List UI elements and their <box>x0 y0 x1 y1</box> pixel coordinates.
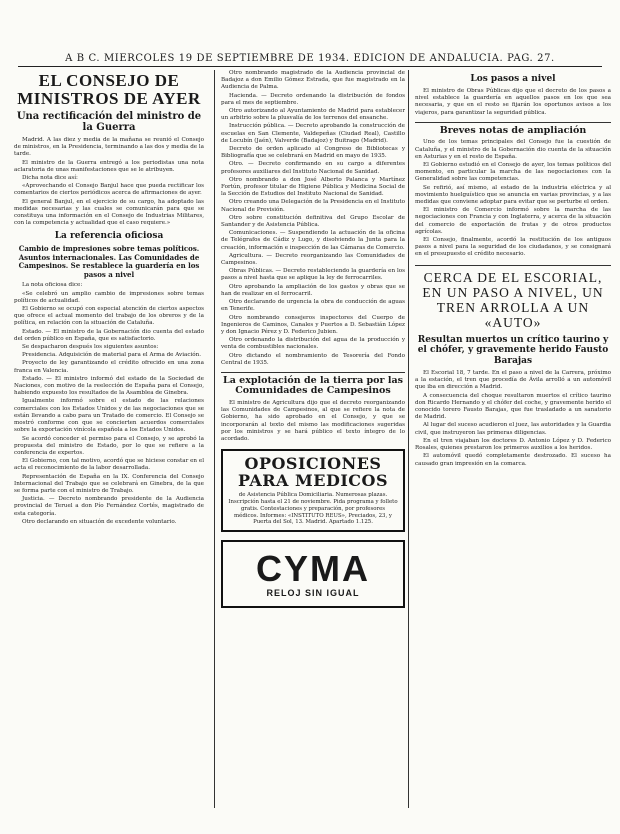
paragraph: Representación de España en la IX. Conferencia del Consejo Internacional del Trabajo que se celebrará en Ginebra, de la que se forma parte con el ministro de Trabajo. <box>14 473 204 494</box>
paragraph: El ministro de la Guerra entregó a los periodistas una nota aclaratoria de unas manifestaciones que se le atribuyen. <box>14 159 204 173</box>
column-2 <box>214 70 405 808</box>
paragraph: Agricultura. — Decreto reorganizando las Comunidades de Campesinos. <box>221 252 405 267</box>
paragraph: Justicia. — Decreto nombrando presidente de la Audiencia provincial de Teruel a don Pío Fernández Cortés, magistrado de esta categoría. <box>14 496 204 517</box>
paragraph: Dicha nota dice así: <box>22 175 78 182</box>
headline-escorial: CERCA DE EL ESCORIAL, EN UN PASO A NIVEL, UN TREN ARROLLA A UN «AUTO» <box>415 265 611 330</box>
paragraph: El Gobierno, con tal motivo, acordó que se hiciese constar en el acta el reconocimiento de la labor desarrollada. <box>14 458 204 472</box>
paragraph: Otro ordenando la distribución del agua de la producción y venta de combustibles nacionales. <box>221 337 405 351</box>
paragraph: A consecuencia del choque resultaron muertos el crítico taurino don Ricardo Hernando y el chófer del coche, y gravemente herido el conocido torero Fausto Barajas, que fue trasladado a un sanatorio de Madrid. <box>415 392 611 421</box>
column-1 <box>14 70 204 808</box>
subhead-pasos-nivel: Los pasos a nivel <box>470 74 556 84</box>
column-3 <box>408 70 611 808</box>
paragraph: Otro aprobando la ampliación de los gastos y obras que se han de realizar en el ferrocarril. <box>221 283 405 297</box>
paragraph: El ministro de Obras Públicas dijo que el decreto de los pasos a nivel establece la guardería en aquellos pasos en los que sea necesaria, y que en el resto se fijarán los oportunos avisos a los viajeros, para garantizar la seguridad pública. <box>415 88 611 116</box>
ad-slogan: RELOJ SIN IGUAL <box>266 588 360 599</box>
paragraph: Estado. — El ministro informó del estado de la Sociedad de Naciones, con motivo de la reelección de España para el Consejo, habiendo expuesto los resultados de la Asamblea de Ginebra. <box>14 375 204 397</box>
ad-body: de Asistencia Pública Domiciliaria. Numerosas plazas. Inscripción hasta el 21 de noviembre. Pida programa y folleto gratis. Contestaciones y preparación, por profesores médicos. Informes: «INSTITUTO REUS», Preciados, 23, y Puerta del Sol, 13. Madrid. Apartado 1.125. <box>228 492 398 526</box>
subhead-breves: Breves notas de ampliación <box>415 122 611 137</box>
paragraph: Otro nombrando a don José Alberto Palanca y Martínez Fortún, profesor titular de Higiene Pública y Medicina Social de la Sección de Estudios del Instituto Nacional de Sanidad. <box>221 176 405 198</box>
paragraph: La nota oficiosa dice: <box>22 282 83 289</box>
paragraph: Presidencia. Adquisición de material para el Arma de Aviación. <box>22 352 202 359</box>
paragraph: Otro autorizando al Ayuntamiento de Madrid para establecer un arbitrio sobre la plusvalía de los terrenos del ensanche. <box>221 108 405 122</box>
paragraph: El Consejo, finalmente, acordó la restitución de los antiguos pasos a nivel para la seguridad de los ciudadanos, y se consignará en el presupuesto el crédito necesario. <box>415 236 611 258</box>
headline-consejo: EL CONSEJO DE MINISTROS DE AYER <box>17 71 201 108</box>
subhead-explotacion: La explotación de la tierra por las Comunidades de Campesinos <box>221 372 405 397</box>
page-header: A B C. MIERCOLES 19 DE SEPTIEMBRE DE 1934. EDICION DE ANDALUCIA. PAG. 27. <box>18 53 602 67</box>
advertisement-cyma <box>221 540 405 608</box>
paragraph: El ministro de Agricultura dijo que el decreto reorganizando las Comunidades de Campesinos, al que se refiere la nota de Gobierno, ha sido aprobado en el Consejo, y que se incorporarán al texto del mismo las modificaciones sugeridas por los ministros y se hará público el texto íntegro de lo acordado. <box>221 399 405 442</box>
paragraph: Se despacharon después los siguientes asuntos: <box>22 344 159 351</box>
paragraph: Otro nombrando magistrado de la Audiencia provincial de Badajoz a don Emilio Gómez Estrada, que fue magistrado en la Audiencia de Palma. <box>221 70 405 91</box>
paragraph: Otro nombrando consejeros inspectores del Cuerpo de Ingenieros de Caminos, Canales y Puertos a D. Sebastián López y don Ignacio Pérez y D. Federico Jubien. <box>221 314 405 335</box>
paragraph: Otro sobre constitución definitiva del Grupo Escolar de Santander y de Asistencia Pública. <box>221 214 405 229</box>
ad-title: OPOSICIONES PARA MEDICOS <box>237 454 389 491</box>
paragraph: «Se celebró un amplio cambio de impresiones sobre temas políticos de actualidad. <box>14 290 204 304</box>
paragraph: El Escorial 18, 7 tarde. En el paso a nivel de la Carrera, próximo a la estación, el tren que procedía de Ávila arrolló a un automóvil que iba en dirección a Madrid. <box>415 370 611 391</box>
paragraph: Otro declarando en situación de excedente voluntario. <box>22 518 177 525</box>
subhead-cambio: Cambio de impresiones sobre temas políticos. Asuntos internacionales. Las Comunidades de Campesinos. Se restablece la guardería en los pasos a nivel <box>18 244 200 279</box>
paragraph: El Gobierno estudió en el Consejo de ayer, los temas políticos del momento, en particular la marcha de las negociaciones con la Generalidad sobre las competencias. <box>415 161 611 183</box>
paragraph: Otro creando una Delegación de la Presidencia en el Instituto Nacional de Previsión. <box>221 199 405 213</box>
paragraph: Proyecto de ley garantizando el crédito ofrecido en una zona franca en Valencia. <box>14 360 204 374</box>
paragraph: Estado. — El ministro de la Gobernación dio cuenta del estado del orden público en España, que es satisfactorio. <box>14 328 204 342</box>
paragraph: El general Banjul, en el ejercicio de su cargo, ha adoptado las medidas necesarias y las cuales se comunicarán para que se constituya una información en el Consejo de Industrias Militares, con la competencia y actualidad que el caso requiere.» <box>14 198 204 227</box>
paragraph: Se acordó conceder el permiso para el Consejo, y se aprobó la propuesta del ministro de Estado, por lo que se refiere a la conferencia de expertos. <box>14 435 204 456</box>
paragraph: Comunicaciones. — Suspendiendo la actuación de la oficina de Telégrafos de Cádiz y Lugo, y disolviendo la Junta para la creación, información e inspección de las Cámaras de Comercio. <box>221 230 405 251</box>
paragraph: Instrucción pública. — Decreto aprobando la construcción de escuelas en San Clemente, Valdepeñas (Ciudad Real), Castillo de Locubín (Jaén), Valverde (Badajoz) y Buitrago (Madrid). <box>221 123 405 144</box>
paragraph: Otro. — Decreto confirmando en su cargo a diferentes profesores auxiliares del Instituto Nacional de Sanidad. <box>221 161 405 175</box>
subhead-muertos: Resultan muertos un crítico taurino y el chófer, y gravemente herido Fausto Barajas <box>417 334 609 366</box>
paragraph: En el tren viajaban los doctores D. Antonio López y D. Federico Rosales, quienes prestaron los primeros auxilios a los heridos. <box>415 437 611 452</box>
subhead-referencia: La referencia oficiosa <box>54 231 164 242</box>
subhead-rectificacion: Una rectificación del ministro de la Guerra <box>16 111 202 133</box>
paragraph: El Gobierno se ocupó con especial atención de ciertos aspectos que ofrece el actual momento del trabajo de los obreros y de la política, en relación con la situación de Cataluña. <box>14 306 204 327</box>
paragraph: Decreto de orden aplicado al Congreso de Bibliotecas y Bibliografía que se celebrará en Madrid en mayo de 1935. <box>221 146 405 160</box>
paragraph: Obras Públicas. — Decreto restableciendo la guardería en los pasos a nivel hasta que se aplique la ley de ferrocarriles. <box>221 268 405 282</box>
paragraph: Al lugar del suceso acudieron el juez, las autoridades y la Guardia civil, que instruyeron las primeras diligencias. <box>415 422 611 436</box>
paragraph: Uno de los temas principales del Consejo fue la cuestión de Cataluña, y el ministro de la Gobernación dio cuenta de la situación en Asturias y en el resto de España. <box>415 139 611 160</box>
paragraph: El ministro de Comercio informó sobre la marcha de las negociaciones con Francia y con Inglaterra, y acerca de la situación del comercio de exportación de frutas y de otros productos agrícolas. <box>415 207 611 235</box>
paragraph: Hacienda. — Decreto ordenando la distribución de fondos para el mes de septiembre. <box>221 92 405 106</box>
paragraph: «Aprovechando el Consejo Banjul hace que pueda rectificar los comentarios de ciertos periódicos acerca de afirmaciones de ayer. <box>14 183 204 197</box>
paragraph: Igualmente informó sobre el estado de las relaciones comerciales con los Estados Unidos y de las negociaciones que se están llevando a cabo para un Tratado de comercio. El Consejo se mostró conforme con que se concierten acuerdos comerciales sobre la exportación vinícola española a los Estados Unidos. <box>14 398 204 434</box>
paragraph: Otro declarando de urgencia la obra de conducción de aguas en Tenerife. <box>221 299 405 313</box>
ad-brand: CYMA <box>256 548 370 590</box>
paragraph: Se refirió, así mismo, al estado de la industria eléctrica y al movimiento huelguístico que se anuncia en varias provincias, y a las medidas que conviene adoptar para evitar que se perturbe el orden. <box>415 184 611 205</box>
advertisement-oposiciones <box>221 449 405 532</box>
paragraph: Otro dictando el nombramiento de Tesorería del Fondo Central de 1935. <box>221 352 405 366</box>
paragraph: El automóvil quedó completamente destrozado. El suceso ha causado gran impresión en la comarca. <box>415 453 611 467</box>
paragraph: Madrid. A las diez y media de la mañana se reunió el Consejo de ministros, en la Presidencia, terminando a las dos y media de la tarde. <box>14 137 204 158</box>
